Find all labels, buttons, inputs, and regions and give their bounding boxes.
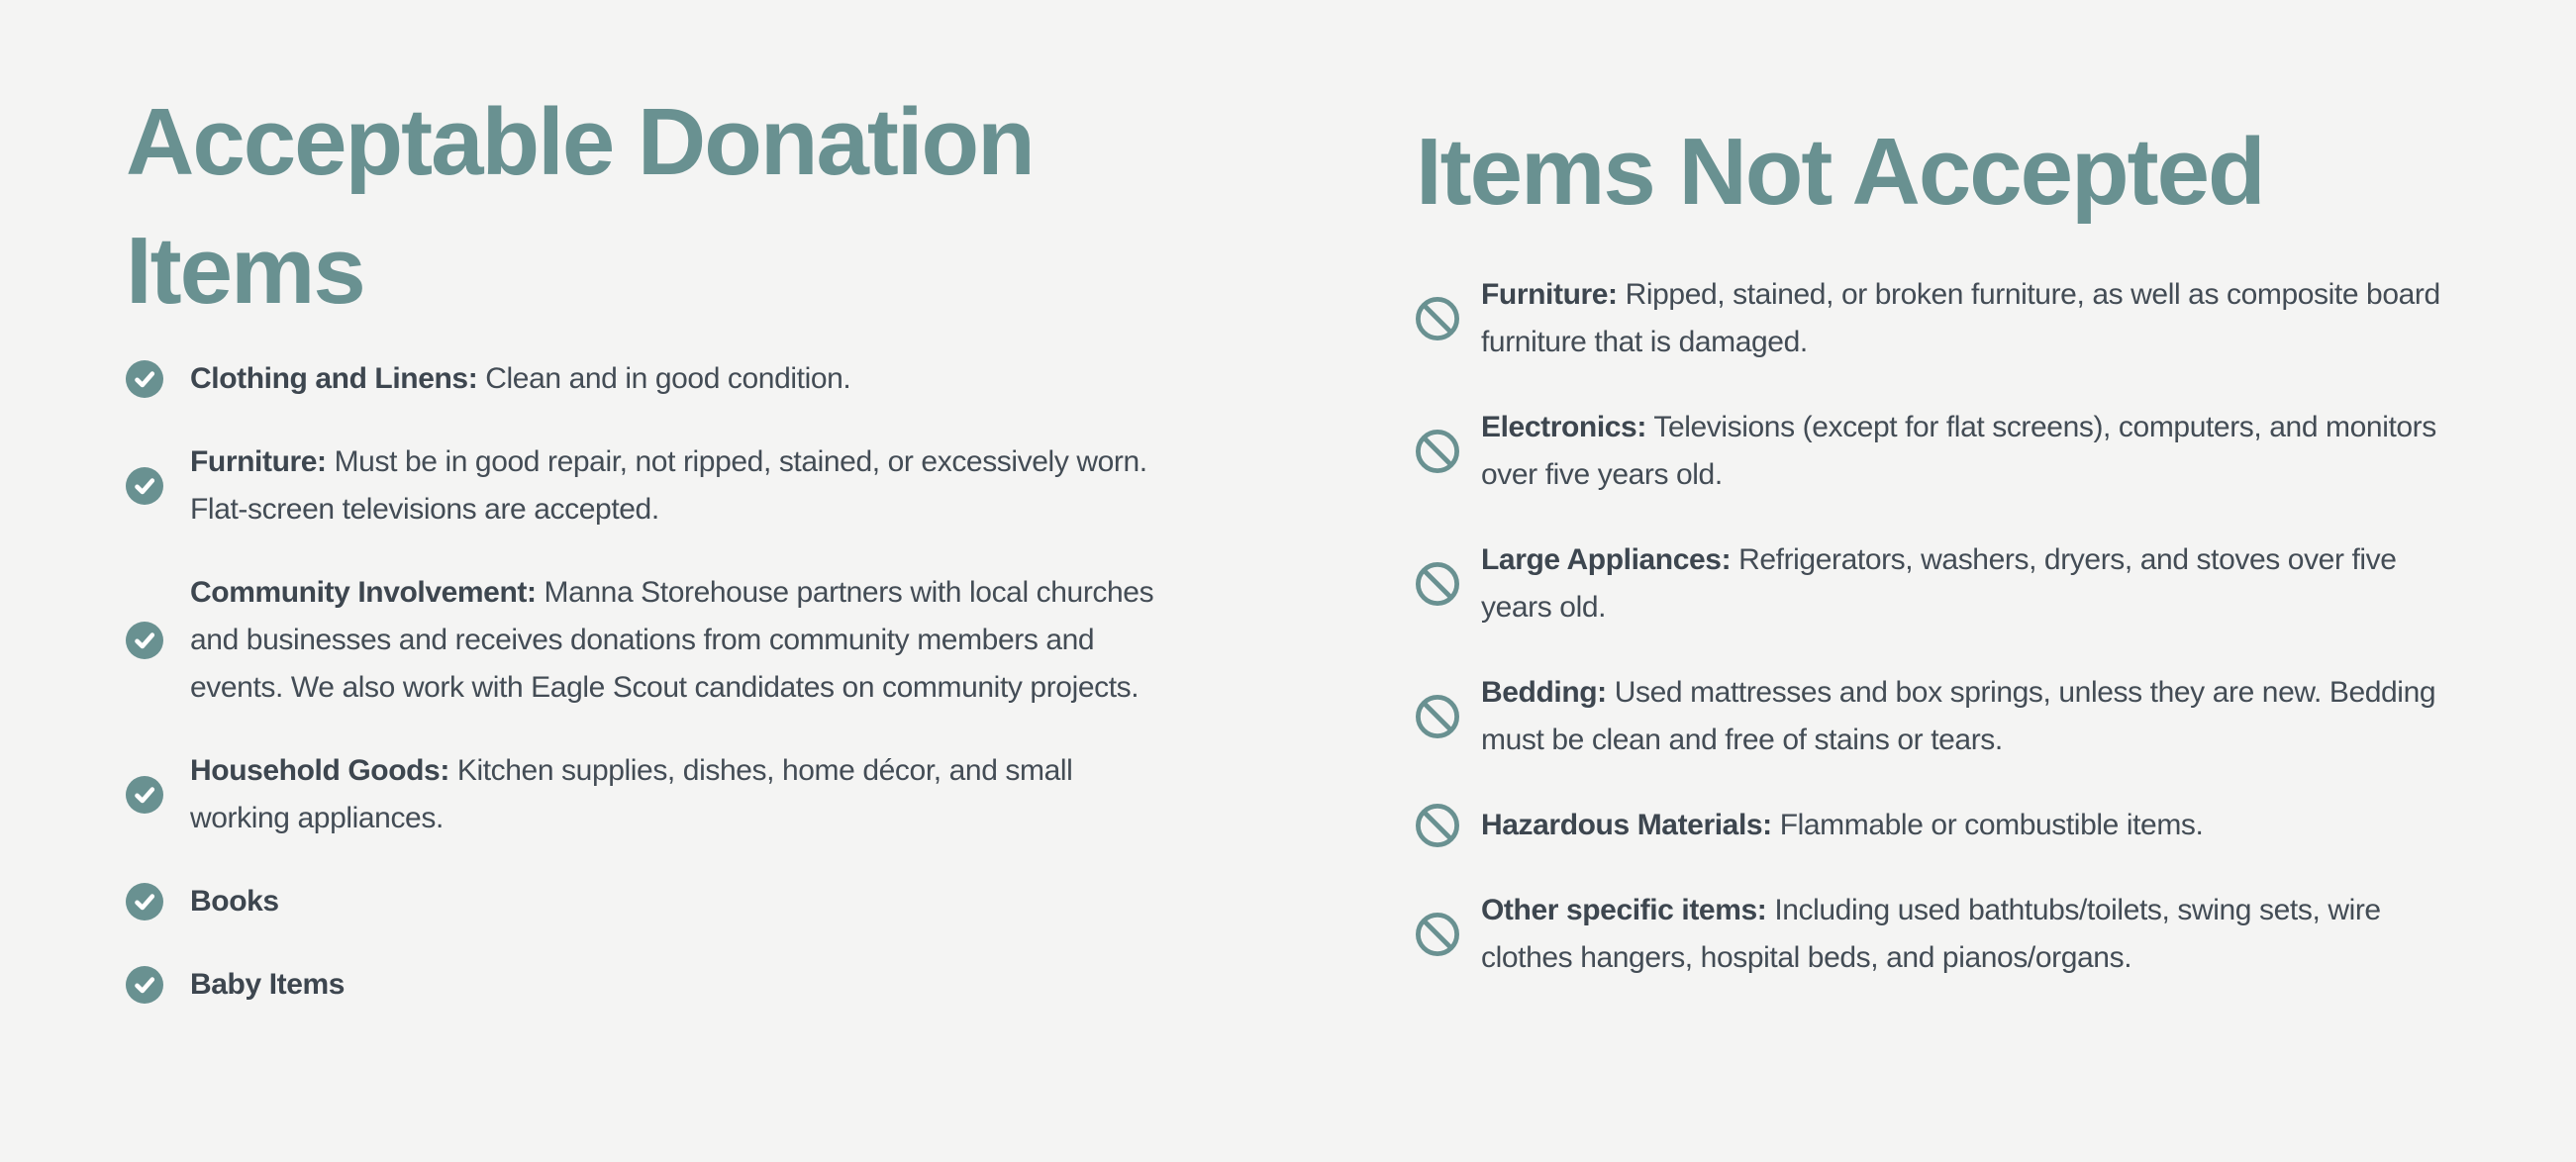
no-symbol-icon (1416, 695, 1459, 738)
list-item (126, 878, 1314, 925)
list-item (1416, 802, 2576, 849)
check-circle-icon (126, 883, 163, 920)
list-item-label: Large Appliances: (1481, 543, 1732, 576)
list-item-description: Televisions (except for flat screens), computers, and monitors over five years old. (1481, 411, 2436, 491)
list-item-label: Furniture: (1481, 278, 1618, 311)
list-item-text (1481, 887, 2381, 982)
list-item-label: Household Goods: (190, 754, 449, 787)
list-item-label: Baby Items (190, 968, 346, 1001)
list-item-text (190, 438, 1147, 533)
check-circle-icon (126, 776, 163, 814)
list-item-label: Other specific items: (1481, 894, 1767, 926)
not-accepted-items-section (1416, 0, 2576, 982)
check-circle-icon (126, 467, 163, 505)
accepted-section-title: Acceptable Donation Items (126, 89, 1034, 324)
list-item-text (1481, 404, 2436, 499)
list-item-text (1481, 669, 2435, 764)
list-item (1416, 887, 2576, 982)
list-item-description: Including used bathtubs/toilets, swing sets, wire clothes hangers, hospital beds, and pianos/organs. (1481, 894, 2381, 974)
not-accepted-section-title: Items Not Accepted (1416, 119, 2264, 225)
check-circle-icon (126, 966, 163, 1004)
list-item-label: Hazardous Materials: (1481, 809, 1772, 841)
list-item-label: Bedding: (1481, 676, 1607, 709)
accepted-items-section (126, 0, 1314, 1009)
list-item-description: Must be in good repair, not ripped, stained, or excessively worn. Flat-screen televisions are accepted. (190, 445, 1147, 526)
list-item (1416, 271, 2576, 366)
check-circle-icon (126, 622, 163, 659)
list-item-text (190, 961, 345, 1009)
list-item (126, 438, 1314, 533)
list-item-description: Manna Storehouse partners with local churches and businesses and receives donations from community members and events. We also work with Eagle Scout candidates on community projects. (190, 576, 1154, 704)
list-item-description: Refrigerators, washers, dryers, and stoves over five years old. (1481, 543, 2397, 624)
list-item-text (190, 747, 1072, 842)
list-item-label: Books (190, 885, 279, 918)
list-item (1416, 536, 2576, 631)
list-item-text (190, 878, 279, 925)
list-item-description: Ripped, stained, or broken furniture, as well as composite board furniture that is damaged. (1481, 278, 2440, 358)
no-symbol-icon (1416, 913, 1459, 956)
list-item-label: Electronics: (1481, 411, 1646, 443)
no-symbol-icon (1416, 562, 1459, 606)
list-item (1416, 404, 2576, 499)
list-item-description: Used mattresses and box springs, unless they are new. Bedding must be clean and free of stains or tears. (1481, 676, 2436, 756)
not-accepted-items-list (1416, 271, 2576, 982)
accepted-items-list (126, 355, 1314, 1009)
list-item-label: Furniture: (190, 445, 327, 478)
list-item (1416, 669, 2576, 764)
list-item-text (190, 569, 1153, 712)
list-item-text (1481, 802, 2203, 849)
list-item-text (1481, 271, 2440, 366)
no-symbol-icon (1416, 430, 1459, 473)
list-item (126, 355, 1314, 403)
check-circle-icon (126, 360, 163, 398)
list-item-text (190, 355, 850, 403)
list-item-description: Clean and in good condition. (485, 362, 851, 395)
list-item-text (1481, 536, 2397, 631)
no-symbol-icon (1416, 804, 1459, 847)
list-item-description: Kitchen supplies, dishes, home décor, and small working appliances. (190, 754, 1073, 834)
list-item (126, 569, 1314, 712)
list-item-label: Community Involvement: (190, 576, 537, 609)
list-item (126, 961, 1314, 1009)
list-item-description: Flammable or combustible items. (1779, 809, 2204, 841)
list-item (126, 747, 1314, 842)
no-symbol-icon (1416, 297, 1459, 340)
list-item-label: Clothing and Linens: (190, 362, 478, 395)
